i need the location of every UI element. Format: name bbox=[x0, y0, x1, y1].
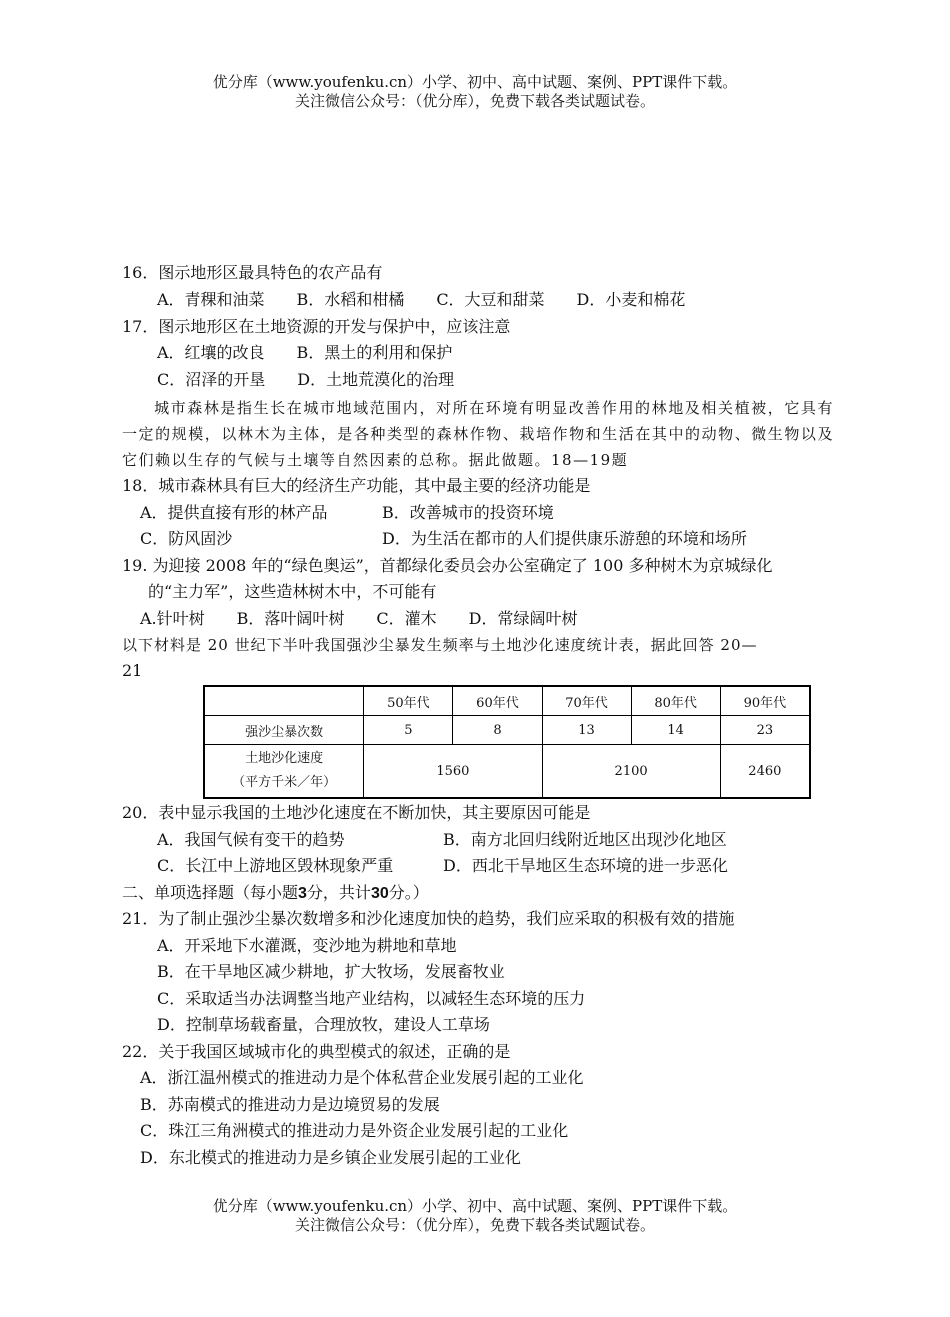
section-mid: 分，共计 bbox=[306, 883, 371, 902]
q20-option-a: A．我国气候有变干的趋势 bbox=[157, 830, 345, 849]
page-footer-line1: 优分库（www.youfenku.cn）小学、初中、高中试题、案例、PPT课件下载。 bbox=[212, 1197, 738, 1215]
reading-passage bbox=[122, 395, 834, 473]
q21-option-b: B．在干旱地区减少耕地，扩大牧场，发展畜牧业 bbox=[157, 962, 505, 981]
table-cell: 13 bbox=[542, 716, 631, 745]
q22-option-b: B．苏南模式的推进动力是边境贸易的发展 bbox=[140, 1095, 440, 1114]
q19-options: A.针叶树 B．落叶阔叶树 C．灌木 D．常绿阔叶树 bbox=[140, 609, 578, 628]
q18-option-b: B．改善城市的投资环境 bbox=[382, 503, 554, 522]
row-label-sandstorm-count: 强沙尘暴次数 bbox=[204, 716, 364, 745]
row-label-desertification-rate bbox=[204, 745, 364, 799]
table-intro-line2: 21 bbox=[122, 661, 143, 680]
table-cell-merged: 2100 bbox=[542, 745, 720, 799]
table-corner-cell bbox=[204, 686, 364, 716]
q17-options-cd: C．沼泽的开垦 D．土地荒漠化的治理 bbox=[157, 370, 455, 389]
q21-option-d: D．控制草场载畜量，合理放牧，建设人工草场 bbox=[157, 1015, 490, 1034]
page-footer-line2: 关注微信公众号：（优分库），免费下载各类试题试卷。 bbox=[294, 1216, 655, 1234]
section-score: 3 bbox=[298, 885, 307, 902]
q21-stem: 21．为了制止强沙尘暴次数增多和沙化速度加快的趋势，我们应采取的积极有效的措施 bbox=[122, 909, 735, 928]
table-row-desertification bbox=[204, 745, 810, 799]
table-cell: 23 bbox=[720, 716, 810, 745]
q19-stem-line2: 的“主力军”，这些造林树木中，不可能有 bbox=[148, 582, 437, 601]
table-intro-line1: 以下材料是 20 世纪下半叶我国强沙尘暴发生频率与土地沙化速度统计表，据此回答 20— bbox=[122, 636, 758, 654]
q18-option-d: D．为生活在都市的人们提供康乐游憩的环境和场所 bbox=[382, 529, 747, 548]
q17-options-ab: A．红壤的改良 B．黑土的利用和保护 bbox=[157, 343, 453, 362]
q20-option-d: D．西北干旱地区生态环境的进一步恶化 bbox=[443, 856, 728, 875]
section-prefix: 二、单项选择题（每小题 bbox=[122, 883, 299, 902]
decade-header: 50年代 bbox=[364, 686, 453, 716]
sandstorm-statistics-table bbox=[203, 685, 811, 799]
q20-option-c: C．长江中上游地区毁林现象严重 bbox=[157, 856, 394, 875]
decade-header: 70年代 bbox=[542, 686, 631, 716]
q22-stem: 22．关于我国区域城市化的典型模式的叙述，正确的是 bbox=[122, 1042, 511, 1061]
q21-option-a: A．开采地下水灌溉，变沙地为耕地和草地 bbox=[157, 936, 457, 955]
decade-header: 80年代 bbox=[631, 686, 720, 716]
q22-option-c: C．珠江三角洲模式的推进动力是外资企业发展引起的工业化 bbox=[140, 1121, 569, 1140]
row-label-line2: （平方千米／年） bbox=[232, 775, 337, 790]
q18-option-c: C．防风固沙 bbox=[140, 529, 233, 548]
table-row-sandstorms bbox=[204, 716, 810, 745]
q22-option-a: A．浙江温州模式的推进动力是个体私营企业发展引起的工业化 bbox=[140, 1068, 584, 1087]
decade-header: 90年代 bbox=[720, 686, 810, 716]
table-header-row bbox=[204, 686, 810, 716]
page-header-line2: 关注微信公众号：（优分库），免费下载各类试题试卷。 bbox=[294, 92, 655, 110]
section-heading bbox=[122, 883, 429, 904]
table-cell: 5 bbox=[364, 716, 453, 745]
q17-stem: 17．图示地形区在土地资源的开发与保护中，应该注意 bbox=[122, 317, 511, 336]
decade-header: 60年代 bbox=[453, 686, 542, 716]
q19-stem-line1: 19. 为迎接 2008 年的“绿色奥运”，首都绿化委员会办公室确定了 100 多种树木为京城绿化 bbox=[122, 556, 773, 575]
section-total: 30 bbox=[370, 885, 389, 902]
table-cell: 14 bbox=[631, 716, 720, 745]
q18-stem: 18．城市森林具有巨大的经济生产功能，其中最主要的经济功能是 bbox=[122, 476, 591, 495]
q22-option-d: D．东北模式的推进动力是乡镇企业发展引起的工业化 bbox=[140, 1148, 521, 1167]
table-cell: 2460 bbox=[720, 745, 810, 799]
passage-text: 城市森林是指生长在城市地域范围内，对所在环境有明显改善作用的林地及相关植被，它具有一定的规模，以林木为主体，是各种类型的森林作物、栽培作物和生活在其中的动物、微生物以及它们赖以生存的气候与土壤等自然因素的总称。据此做题。18—19题 bbox=[122, 399, 834, 469]
table-cell: 8 bbox=[453, 716, 542, 745]
q21-option-c: C．采取适当办法调整当地产业结构，以减轻生态环境的压力 bbox=[157, 989, 586, 1008]
q16-stem: 16．图示地形区最具特色的农产品有 bbox=[122, 263, 383, 282]
q20-stem: 20．表中显示我国的土地沙化速度在不断加快，其主要原因可能是 bbox=[122, 803, 591, 822]
section-suffix: 分。） bbox=[388, 883, 429, 902]
q18-option-a: A．提供直接有形的林产品 bbox=[140, 503, 328, 522]
q20-option-b: B．南方北回归线附近地区出现沙化地区 bbox=[443, 830, 727, 849]
page-header-line1: 优分库（www.youfenku.cn）小学、初中、高中试题、案例、PPT课件下载。 bbox=[212, 73, 738, 91]
table-cell-merged: 1560 bbox=[364, 745, 542, 799]
q16-options: A．青稞和油菜 B．水稻和柑橘 C．大豆和甜菜 D．小麦和棉花 bbox=[157, 290, 686, 309]
row-label-line1: 土地沙化速度 bbox=[245, 751, 324, 766]
